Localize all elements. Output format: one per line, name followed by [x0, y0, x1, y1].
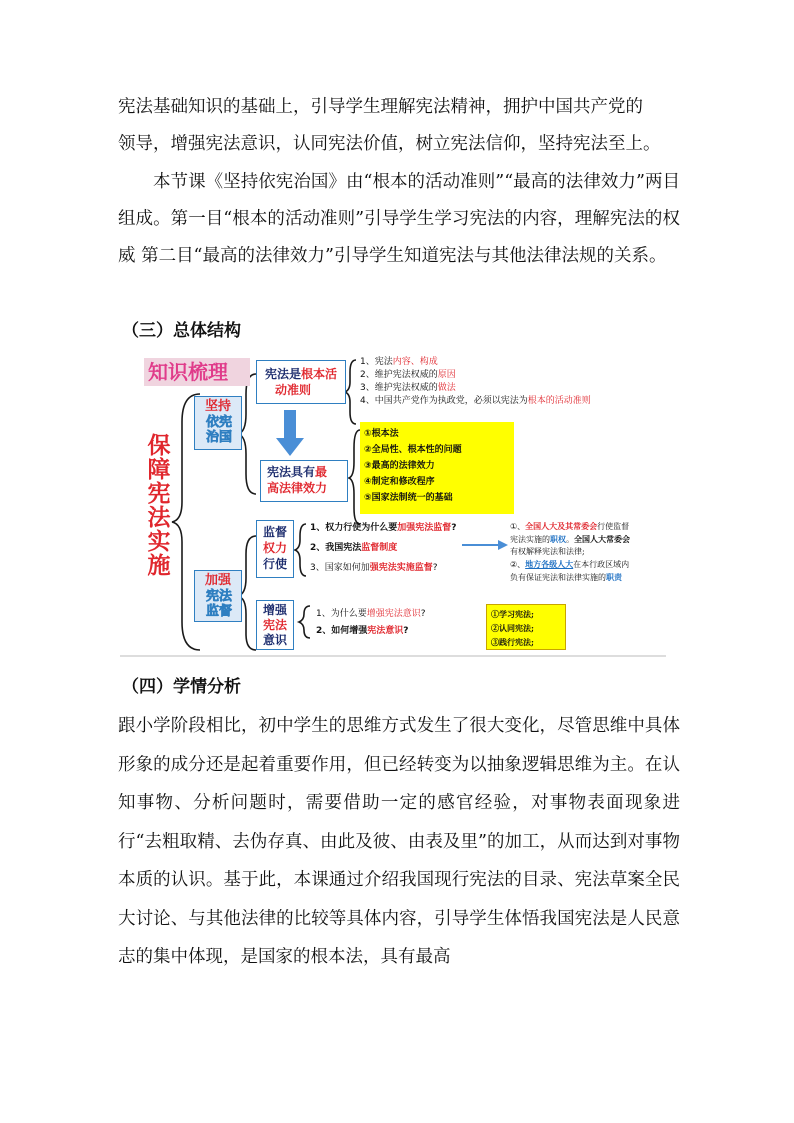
intro-line-2: 领导，增强宪法意识，认同宪法价值，树立宪法信仰，坚持宪法至上。: [118, 134, 661, 154]
intro-line-1: 宪法基础知识的基础上，引导学生理解宪法精神，拥护中国共产党的: [118, 97, 643, 117]
node-supervise-power: 监督 权力 行使: [256, 520, 294, 578]
list-item: ①根本法: [364, 429, 399, 439]
branch-uphold-rule-by-constitution: [194, 396, 242, 450]
node-fundamental-norm: 宪法是根本活 动准则: [256, 360, 346, 404]
list-item: 3、维护宪法权威的做法: [360, 383, 456, 393]
list-practice: [486, 604, 566, 650]
brace-list-a: [345, 360, 356, 424]
list-fundamental-norm: [360, 356, 591, 408]
list-item: 1、权力行使为什么要加强宪法监督?: [310, 523, 457, 533]
list-item: ⑤国家法制统一的基础: [364, 493, 453, 503]
list-item: ③践行宪法;: [491, 637, 534, 647]
list-item: 2、我国宪法监督制度: [310, 543, 398, 553]
list-item: ②认同宪法;: [491, 623, 534, 633]
branch-strengthen-supervision: [194, 570, 242, 622]
branch1-strong: 坚持: [205, 399, 232, 414]
list-item: 1、宪法内容、构成: [360, 357, 438, 367]
list-enhance-awareness: [316, 606, 426, 640]
down-arrow: [276, 410, 304, 456]
list-item: 2、维护宪法权威的原因: [360, 370, 456, 380]
list-item: ③最高的法律效力: [364, 461, 435, 471]
analysis-paragraph: 跟小学阶段相比，初中学生的思维方式发生了很大变化，尽管思维中具体形象的成分还是起着重要作用，但已经转变为以抽象逻辑思维为主。在认知事物、分析问题时，需要借助一定的感官经验，对事物表面现象进行“去粗取精、去伪存真、由此及彼、由表及里”的加工，从而达到对事物本质的认识。基于此，本课通过介绍我国现行宪法的目录、宪法草案全民大讨论、与其他法律的比较等具体内容，引导学生体悟我国宪法是人民意志的集中体现，是国家的根本法，具有最高: [118, 716, 680, 967]
node-enhance-awareness: 增强 宪法 意识: [256, 600, 294, 650]
list-item: 4、中国共产党作为执政党，必须以宪法为根本的活动准则: [360, 396, 591, 406]
knowledge-structure-diagram: [120, 352, 666, 658]
brace-list-c: [295, 524, 306, 576]
heading-structure: （三）总体结构: [122, 321, 241, 341]
list-item: ②全局性、根本性的问题: [364, 445, 462, 455]
node-highest-legal-effect: 宪法具有最 高法律效力: [260, 460, 348, 502]
intro-paragraph-2: 本节课《坚持依宪治国》由“根本的活动准则”“最高的法律效力”两目组成。第一目“根本的活动准则”引导学生学习宪法的内容，理解宪法的权威 第二目“最高的法律效力”引导学生知道宪法与其他法律法规的关系。: [118, 172, 680, 266]
list-item: 1、为什么要增强宪法意识?: [316, 609, 426, 619]
list-item: ④制定和修改程序: [364, 477, 435, 487]
branch1-hollow: 依宪治国: [205, 415, 232, 445]
branch2-hollow: 宪法监督: [205, 589, 232, 619]
list-supervise-power: [310, 518, 457, 578]
list-item: ①学习宪法;: [491, 609, 534, 619]
list-highest-effect: [360, 422, 514, 514]
branch2-strong: 加强: [205, 573, 232, 588]
root-label: 保障宪法实施: [147, 433, 171, 579]
diagram-title: 知识梳理: [148, 360, 228, 384]
supervision-note: ①、全国人大及其常委会行使监督 宪法实施的职权。全国人大常委会 有权解释宪法和法律; ②、地方各级人大在本行政区域内 负有保证宪法和法律实施的职责: [510, 521, 630, 582]
brace-list-d: [299, 606, 310, 638]
right-arrow: [498, 540, 508, 550]
heading-analysis: （四）学情分析: [122, 677, 241, 697]
list-item: 3、国家如何加强宪法实施监督?: [310, 563, 438, 573]
brace-list-b: [349, 430, 360, 524]
list-item: 2、如何增强宪法意识?: [316, 626, 409, 636]
